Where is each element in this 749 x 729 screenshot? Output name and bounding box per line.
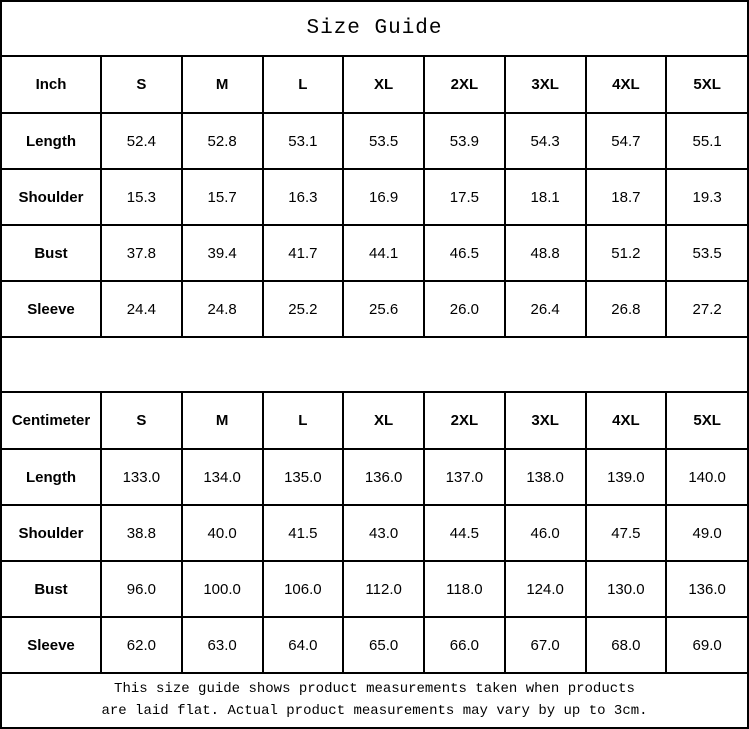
data-cell: 63.0 — [182, 617, 263, 673]
inch-table — [2, 57, 747, 338]
data-cell: 15.3 — [101, 169, 182, 225]
size-header-cell: XL — [343, 393, 424, 449]
data-cell: 134.0 — [182, 449, 263, 505]
table-gap — [2, 338, 747, 393]
row-label: Sleeve — [2, 617, 101, 673]
size-header-cell: M — [182, 393, 263, 449]
data-cell: 39.4 — [182, 225, 263, 281]
data-cell: 27.2 — [666, 281, 747, 337]
data-cell: 112.0 — [343, 561, 424, 617]
data-cell: 140.0 — [666, 449, 747, 505]
data-cell: 41.5 — [263, 505, 344, 561]
size-header-cell: 4XL — [586, 57, 667, 113]
data-cell: 67.0 — [505, 617, 586, 673]
footer-line-1: This size guide shows product measurements taken when products — [114, 680, 635, 697]
size-header-cell: 5XL — [666, 57, 747, 113]
data-cell: 17.5 — [424, 169, 505, 225]
data-cell: 26.8 — [586, 281, 667, 337]
data-cell: 15.7 — [182, 169, 263, 225]
data-cell: 40.0 — [182, 505, 263, 561]
data-cell: 25.2 — [263, 281, 344, 337]
footer-line-2: are laid flat. Actual product measurements may vary by up to 3cm. — [101, 702, 648, 719]
data-cell: 51.2 — [586, 225, 667, 281]
size-header-cell: L — [263, 57, 344, 113]
row-label: Sleeve — [2, 281, 101, 337]
data-cell: 136.0 — [343, 449, 424, 505]
size-header-cell: S — [101, 57, 182, 113]
data-cell: 139.0 — [586, 449, 667, 505]
size-header-cell: M — [182, 57, 263, 113]
data-cell: 135.0 — [263, 449, 344, 505]
data-cell: 100.0 — [182, 561, 263, 617]
data-cell: 25.6 — [343, 281, 424, 337]
data-cell: 47.5 — [586, 505, 667, 561]
size-header-cell: 2XL — [424, 393, 505, 449]
data-cell: 16.3 — [263, 169, 344, 225]
data-cell: 69.0 — [666, 617, 747, 673]
data-cell: 43.0 — [343, 505, 424, 561]
row-label: Length — [2, 113, 101, 169]
size-header-cell: 4XL — [586, 393, 667, 449]
size-header-cell: 3XL — [505, 57, 586, 113]
data-cell: 124.0 — [505, 561, 586, 617]
table-row — [2, 113, 747, 169]
data-cell: 66.0 — [424, 617, 505, 673]
data-cell: 106.0 — [263, 561, 344, 617]
unit-header-cell: Inch — [2, 57, 101, 113]
data-cell: 18.7 — [586, 169, 667, 225]
unit-header-cell: Centimeter — [2, 393, 101, 449]
data-cell: 118.0 — [424, 561, 505, 617]
data-cell: 133.0 — [101, 449, 182, 505]
size-header-cell: 2XL — [424, 57, 505, 113]
row-label: Bust — [2, 225, 101, 281]
data-cell: 52.4 — [101, 113, 182, 169]
table-row — [2, 449, 747, 505]
data-cell: 136.0 — [666, 561, 747, 617]
size-header-cell: L — [263, 393, 344, 449]
table-row — [2, 225, 747, 281]
size-header-cell: XL — [343, 57, 424, 113]
data-cell: 37.8 — [101, 225, 182, 281]
data-cell: 53.5 — [666, 225, 747, 281]
table-row — [2, 281, 747, 337]
data-cell: 38.8 — [101, 505, 182, 561]
data-cell: 65.0 — [343, 617, 424, 673]
data-cell: 62.0 — [101, 617, 182, 673]
header-row — [2, 393, 747, 449]
data-cell: 26.0 — [424, 281, 505, 337]
table-row — [2, 505, 747, 561]
data-cell: 130.0 — [586, 561, 667, 617]
data-cell: 54.7 — [586, 113, 667, 169]
header-row — [2, 57, 747, 113]
data-cell: 137.0 — [424, 449, 505, 505]
data-cell: 53.1 — [263, 113, 344, 169]
data-cell: 48.8 — [505, 225, 586, 281]
data-cell: 41.7 — [263, 225, 344, 281]
data-cell: 18.1 — [505, 169, 586, 225]
page-title: Size Guide — [2, 2, 747, 57]
row-label: Shoulder — [2, 505, 101, 561]
data-cell: 24.8 — [182, 281, 263, 337]
row-label: Length — [2, 449, 101, 505]
data-cell: 64.0 — [263, 617, 344, 673]
data-cell: 53.5 — [343, 113, 424, 169]
table-row — [2, 169, 747, 225]
data-cell: 54.3 — [505, 113, 586, 169]
size-header-cell: 5XL — [666, 393, 747, 449]
data-cell: 53.9 — [424, 113, 505, 169]
table-row — [2, 617, 747, 673]
data-cell: 52.8 — [182, 113, 263, 169]
centimeter-table — [2, 393, 747, 674]
size-header-cell: 3XL — [505, 393, 586, 449]
data-cell: 49.0 — [666, 505, 747, 561]
row-label: Bust — [2, 561, 101, 617]
data-cell: 19.3 — [666, 169, 747, 225]
size-header-cell: S — [101, 393, 182, 449]
table-row — [2, 561, 747, 617]
data-cell: 46.0 — [505, 505, 586, 561]
data-cell: 138.0 — [505, 449, 586, 505]
data-cell: 96.0 — [101, 561, 182, 617]
data-cell: 44.5 — [424, 505, 505, 561]
row-label: Shoulder — [2, 169, 101, 225]
data-cell: 16.9 — [343, 169, 424, 225]
data-cell: 55.1 — [666, 113, 747, 169]
data-cell: 44.1 — [343, 225, 424, 281]
data-cell: 68.0 — [586, 617, 667, 673]
data-cell: 24.4 — [101, 281, 182, 337]
data-cell: 26.4 — [505, 281, 586, 337]
footer-note — [2, 674, 747, 727]
data-cell: 46.5 — [424, 225, 505, 281]
